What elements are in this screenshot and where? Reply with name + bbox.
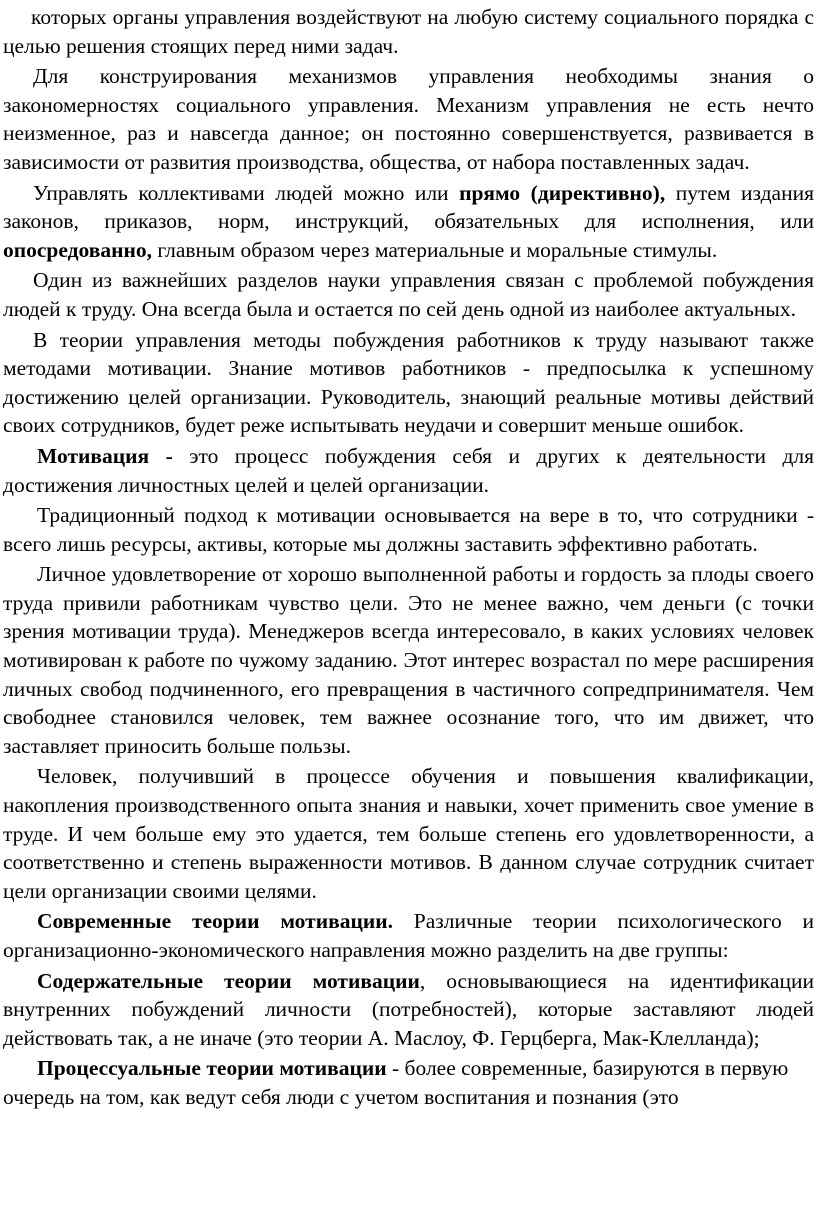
paragraph-6-bold-term: Мотивация - (37, 443, 173, 468)
paragraph-7-text: Традиционный подход к мотивации основывается на вере в то, что сотрудники - всего лишь ресурсы, активы, которые мы должны заставить эффективно работать. (3, 503, 814, 556)
paragraph-11-bold-term: Содержательные теории мотивации (37, 968, 420, 993)
paragraph-10-bold-heading: Современные теории мотивации. (37, 909, 393, 934)
paragraph-5 (3, 326, 814, 440)
paragraph-12-text: - более современные, базируются в первую очередь на том, как ведут себя люди с учетом воспитания и познания (это (3, 1056, 789, 1109)
paragraph-6 (3, 442, 814, 499)
paragraph-10-text: Различные теории психологического и организационно-экономического направления можно разделить на две группы: (3, 909, 814, 962)
paragraph-12 (3, 1054, 814, 1111)
paragraph-3-bold-direct: прямо (директивно), (459, 180, 666, 205)
paragraph-10 (3, 907, 814, 964)
paragraph-8-text: Личное удовлетворение от хорошо выполненной работы и гордость за плоды своего труда привили работникам чувство цели. Это не менее важно, чем деньги (с точки зрения мотивации труда). Менеджеров всегда интересовало, в каких условиях человек мотивирован к работе по чужому заданию. Этот интерес возрастал по мере расширения личных свобод подчиненного, его превращения в частичного сопредпринимателя. Чем свободнее становился человек, тем важнее осознание того, что им движет, что заставляет приносить больше пользы. (3, 562, 814, 758)
paragraph-8 (3, 560, 814, 760)
paragraph-7 (3, 501, 814, 558)
paragraph-4-text: Один из важнейших разделов науки управления связан с проблемой побуждения людей к труду. Она всегда была и остается по сей день одной из наиболее актуальных. (3, 268, 814, 321)
paragraph-9-text: Человек, получивший в процессе обучения и повышения квалификации, накопления производственного опыта знания и навыки, хочет применить свое умение в труде. И чем больше ему это удается, тем больше степень его удовлетворенности, а соответственно и степень выраженности мотивов. В данном случае сотрудник считает цели организации своими целями. (3, 764, 814, 903)
paragraph-11 (3, 967, 814, 1053)
paragraph-12-bold-term: Процессуальные теории мотивации (37, 1056, 387, 1081)
paragraph-5-text: В теории управления методы побуждения работников к труду называют также методами мотивации. Знание мотивов работников - предпосылка к успешному достижению целей организации. Руководитель, знающий реальные мотивы действий своих сотрудников, будет реже испытывать неудачи и совершит меньше ошибок. (3, 327, 814, 438)
paragraph-3-text-c: главным образом через материальные и моральные стимулы. (152, 237, 718, 262)
paragraph-6-text: это процесс побуждения себя и других к деятельности для достижения личностных целей и целей организации. (3, 443, 814, 497)
paragraph-2 (3, 62, 814, 176)
paragraph-3 (3, 179, 814, 265)
paragraph-9 (3, 762, 814, 905)
paragraph-1 (3, 3, 814, 60)
paragraph-11-text: , основывающиеся на идентификации внутренних побуждений личности (потребностей), которые заставляют людей действовать так, а не иначе (это теории А. Маслоу, Ф. Герцберга, Мак-Клелланда); (3, 968, 814, 1050)
paragraph-2-text: Для конструирования механизмов управления необходимы знания о закономерностях социального управления. Механизм управления не есть нечто неизменное, раз и навсегда данное; он постоянно совершенствуется, развивается в зависимости от развития производства, общества, от набора поставленных задач. (3, 64, 814, 174)
paragraph-3-bold-indirect: опосредованно, (3, 237, 152, 262)
paragraph-4 (3, 266, 814, 323)
paragraph-3-text-b: путем издания законов, приказов, норм, инструкций, обязательных для исполнения, или (3, 180, 815, 234)
paragraph-1-text: которых органы управления воздействуют на любую систему социального порядка с целью решения стоящих перед ними задач. (3, 5, 814, 58)
paragraph-3-text-a: Управлять коллективами людей можно или (33, 180, 460, 205)
